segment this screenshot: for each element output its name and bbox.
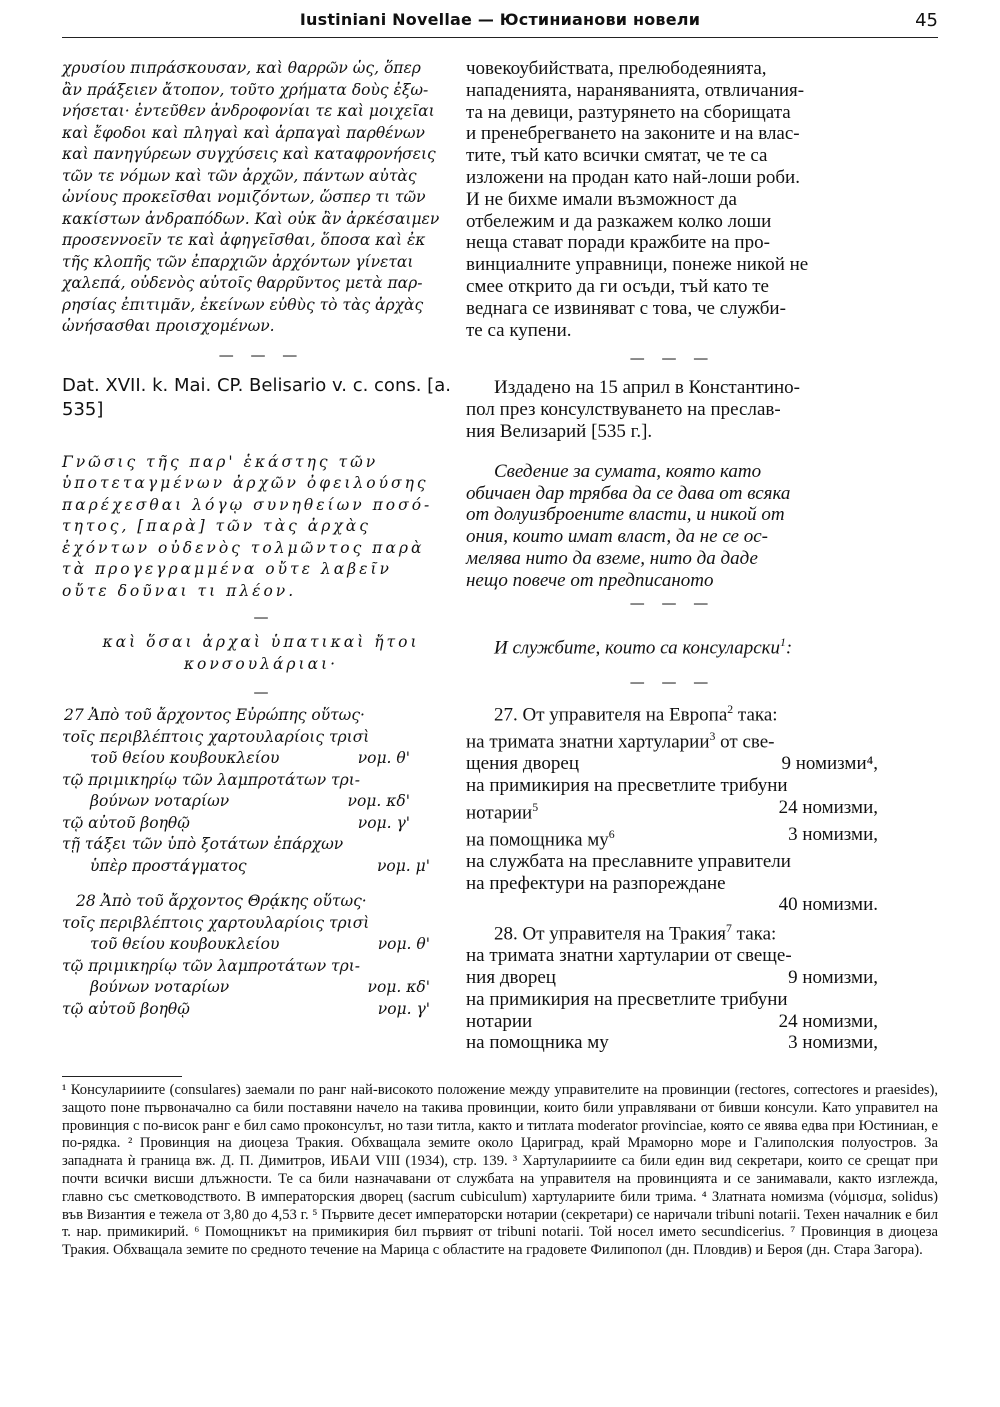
entry-line: на службата на преславните управители	[466, 850, 791, 872]
section-dashes: — — —	[629, 349, 715, 368]
greek-line: ἂν πράξειεν ἄτοπον, τοῦτο χρήματα δοὺς ἐξω-	[62, 80, 429, 99]
issued-note	[466, 377, 878, 442]
bulgarian-paragraph	[466, 58, 878, 341]
entry-line: на помощника $му^6$ 3 номизми,	[466, 823, 878, 850]
greek-line: τῶν τε νόμων καὶ τῶν ἀρχῶν, πάντων αὐτὰς	[62, 166, 417, 185]
bg-notitia	[466, 461, 878, 592]
greek-column	[62, 58, 460, 1020]
greek-line: ὠνίους προκεῖσθαι νομιζόντων, ὥσπερ τι τῶν	[62, 188, 426, 206]
issued-line: Издадено на 15 април в Константино-	[494, 377, 801, 399]
entry-line: на тримата знатни хартуларии$^3$ от све-	[466, 729, 775, 753]
bg-section-28	[466, 918, 878, 1054]
notitia-line: τὰ προγεγραμμένα οὔτε λαβεῖν	[62, 560, 392, 578]
issued-line: ния Велизарий [535 г.].	[466, 420, 653, 442]
entry-line: τῷ αὐτοῦ βοηθῷ νομ. γ'	[62, 999, 430, 1018]
greek-line: νήσεται· ἐντεῦθεν ἀνδροφονίαι τε καὶ μοιχεῖαι	[62, 102, 435, 120]
notitia-line: παρέχεσθαι λόγῳ συνηθείων ποσό-	[62, 495, 433, 514]
bg-line: винциалните управници, понеже никой не	[466, 254, 809, 276]
entry-line: τῷ πριμικηρίῳ τῶν λαμπροτάτων τρι-	[62, 956, 361, 975]
notitia-line: τητος, [παρὰ] τῶν τὰς ἀρχὰς	[62, 517, 371, 535]
entry-line: ния дворец 9 номизми,	[466, 967, 878, 989]
bg-line: смее открито да ги осъди, тъй като те	[466, 275, 769, 297]
bg-line: изложени на продан като най-лоши роби.	[466, 166, 800, 188]
entry-line: τοῦ θείου κουβουκλείου νομ. θ'	[90, 749, 410, 767]
notitia-line: Сведение за сумата, която като	[494, 460, 762, 482]
single-dash: —	[253, 683, 269, 701]
bg-line: неща стават поради кражбите на про-	[466, 232, 770, 254]
footnote-rule	[62, 1076, 182, 1077]
page-number: 45	[915, 10, 938, 31]
footnotes	[62, 1082, 938, 1260]
section-dashes: — — —	[629, 593, 715, 612]
greek-line: τῆς κλοπῆς τῶν ἐπαρχιῶν ἀρχόντων γίνεται	[62, 252, 414, 271]
greek-subheading: καὶ ὅσαι ἀρχαὶ ὑπατικαὶ ἤτοι	[102, 633, 420, 651]
date-line: Dat. XVII. k. Mai. CP. Belisario v. c. cons. [a. 535]	[62, 374, 451, 420]
entry-line: τοῖς περιβλέπτοις χαρτουλαρίοις τρισὶ	[62, 727, 370, 746]
entry-line: нотарии 24 номизми,	[466, 1010, 878, 1032]
bg-line: тите, тъй като всички смятат, че те са	[466, 145, 768, 167]
greek-line: ὠνήσασθαι προισχομένων.	[62, 317, 275, 335]
section-head: 28 Ἀπὸ τοῦ ἄρχοντος Θρᾴκης οὕτως·	[76, 892, 367, 910]
notitia-line: ония, които имат власт, да не се ос-	[466, 526, 768, 548]
entry-line: τοῖς περιβλέπτοις χαρτουλαρίοις τρισὶ	[62, 913, 370, 932]
bulgarian-column	[466, 58, 878, 1054]
greek-section-28	[62, 891, 460, 1020]
entry-line: ὑπὲρ προστάγματος νομ. μ'	[90, 856, 430, 875]
bg-section-27	[466, 699, 878, 916]
single-dash: —	[253, 608, 269, 626]
entry-line: βούνων νοταρίων νομ. κδ'	[90, 792, 410, 810]
entry-line: на примикирия на пресветлите трибуни	[466, 988, 788, 1010]
bg-line: те са купени.	[466, 319, 572, 341]
greek-line: ρησίας ἐπιτιμᾶν, ἐκείνων εὐθὺς τὸ τὰς ἀρχὰς	[62, 295, 424, 314]
entry-line: на примикирия на пресветлите трибуни	[466, 774, 788, 796]
greek-line: χαλεπά, οὐδενὸς αὐτοῖς θαρρῦντος μετὰ παρ-	[62, 274, 423, 292]
entry-line: 40 номизми.	[778, 894, 878, 916]
entry-line: на префектури на разпореждане	[466, 872, 726, 894]
footnote-text: ¹ Консуларииите (consulares) заемали по ранг най-високото положение между управителите на провинции (rectores, correctores и praesides), защото поне първоначално са били поставяни начело на такива провинции, които били управлявани от бивши консули. Като управител на провинция с по-висок ранг е бил само проконсулът, но тази титла, както и титлата moderator provinciae, която се явява едва при Юстиниан, е по-рядка. ² Провинция на диоцеза Тракия. Обхващала земите около Цариград, край Мраморно море и Галиполския полуостров. За западната ѝ граница вж. Д. П. Димитров, ИБАИ VIII (1934), стр. 139. ³ Хартуларииите са били един вид секретари, които се срещат при почти всички висши длъжности. Те са били назначавани от службата на управителя на провинцията и се занимавали, както изглежда, главно със сметководството. В императорския дворец (sacrum cubiculum) хартулариите били трима. ⁴ Златната номизма (νόμισμα, solidus) във Византия е тежела от 3,80 до 4,53 г. ⁵ Първите десет императорски нотарии (секретари) се наричали tribuni notarii. Техен началник е бил т. нар. примикирий. ⁶ Помощникът на примикирия бил първият от tribuni notarii. Той носел името secundicerius. ⁷ Провинция в диоцеза Тракия. Обхващала земите по средното течение на Марица с областите на градовете Филипопол (дн. Пловдив) и Бероя (дн. Стара Загора).	[62, 1082, 938, 1259]
header-rule	[62, 37, 938, 38]
notitia-line: ὑποτεταγμένων ἀρχῶν ὀφειλούσης	[62, 474, 429, 492]
greek-subheading: κονσουλάριαι·	[183, 654, 339, 673]
entry-line: на тримата знатни хартуларии от свеще-	[466, 945, 792, 967]
greek-paragraph	[62, 58, 460, 338]
greek-line: καὶ ἔφοδοι καὶ πληγαὶ καὶ ἁρπαγαὶ παρθένων	[62, 123, 425, 142]
notitia-line: οὔτε δοῦναι τι πλέον.	[62, 581, 297, 600]
bg-line: веднага се извиняват с това, че служби-	[466, 297, 786, 319]
notitia-line: Γνῶσις τῆς παρ' ἑκάστης τῶν	[62, 452, 379, 471]
bg-subheading: И службите, които са консуларски$^1$:	[494, 635, 793, 658]
section-head: 27 Ἀπὸ τοῦ ἄρχοντος Εὐρώπης οὕτως·	[64, 706, 365, 724]
entry-line: τῷ πριμικηρίῳ τῶν λαμπροτάτων τρι-	[62, 770, 361, 789]
section-head: 27. От управителя на Европа$^2$ така:	[494, 702, 778, 725]
greek-line: κακίστων ἀνδραπόδων. Καὶ οὐκ ἂν ἀρκέσαιμεν	[62, 209, 440, 228]
greek-line: χρυσίου πιπράσκουσαν, καὶ θαρρῶν ὡς, ὅπερ	[62, 59, 421, 77]
issued-line: пол през консулствуването на преслав-	[466, 399, 781, 421]
entry-line: нотарии$^5$ 24 номизми,	[466, 796, 878, 823]
notitia-line: нещо повече от предписаното	[466, 569, 714, 591]
greek-notitia	[62, 452, 460, 603]
bg-line: и пренебрегването на законите и на влас-	[466, 123, 800, 145]
bg-line: отбележим и да разкажем колко лоши	[466, 210, 772, 232]
greek-line: προσεννοεῖν τε καὶ ἀφηγεῖσθαι, ὅποσα καὶ ἐκ	[62, 231, 426, 249]
entry-line: τῇ τάξει τῶν ὑπὸ ξοτάτων ἐπάρχων	[62, 835, 344, 853]
entry-line: τῷ αὐτοῦ βοηθῷ νομ. γ'	[62, 813, 410, 832]
notitia-line: мелява нито да вземе, нито да даде	[466, 547, 758, 569]
page-header	[62, 10, 938, 40]
notitia-line: обичаен дар трябва да се дава от всяка	[466, 482, 791, 504]
bg-line: нападенията, нараняванията, отвличания-	[466, 79, 805, 101]
running-title: Iustiniani Novellae — Юстинианови новели	[299, 10, 701, 29]
entry-line: τοῦ θείου κουβουκλείου νομ. θ'	[90, 935, 430, 953]
section-dashes: — — —	[218, 345, 304, 364]
entry-line: щения дворец 9 номизми⁴,	[466, 752, 878, 774]
notitia-line: от долуизброените власти, и никой от	[466, 504, 785, 526]
entry-line: βούνων νοταρίων νομ. κδ'	[90, 978, 430, 996]
greek-section-27	[62, 705, 460, 877]
greek-line: καὶ πανηγύρεων συγχύσεις καὶ καταφρονήσεις	[62, 145, 436, 163]
bg-line: човекоубийствата, прелюбодеянията,	[466, 58, 767, 79]
bg-line: И не бихме имали възможност да	[466, 188, 737, 210]
entry-line: на помощника му 3 номизми,	[466, 1032, 878, 1054]
bg-line: та на девици, разтурянето на сборищата	[466, 101, 791, 123]
section-dashes: — — —	[629, 672, 715, 691]
section-head: 28. От управителя на Тракия$^7$ така:	[494, 922, 777, 945]
notitia-line: ἐχόντων οὐδενὸς τολμῶντος παρὰ	[62, 538, 425, 557]
